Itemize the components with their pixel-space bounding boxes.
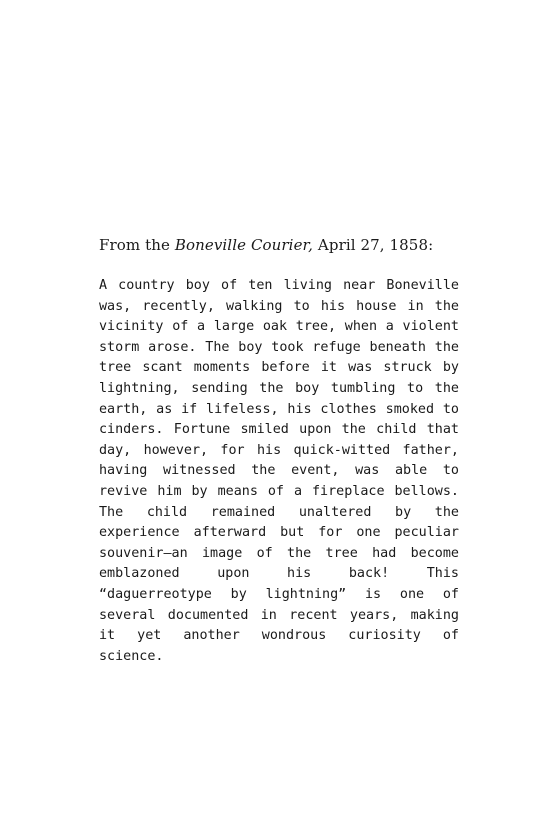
source-prefix: From the: [99, 236, 175, 254]
publication-name: Boneville Courier,: [174, 236, 314, 254]
article-paragraph: A country boy of ten living near Boneville was, recently, walking to his house in the vicinity of a large oak tree, when a violent storm arose. The boy took refuge beneath the tree scant moments before it was struck by lightning, sending the boy tumbling to the earth, as if lifeless, his clothes smoked to cinders. Fortune smiled upon the child that day, however, for his quick-witted father, having witnessed the event, was able to revive him by means of a fireplace bellows. The child remained unaltered by the experience afterward but for one peculiar souvenir—an image of the tree had become emblazoned upon his back! This “daguerreotype by lightning” is one of several documented in recent years, making it yet another wondrous curiosity of science.: [99, 278, 459, 664]
page-content: [99, 234, 459, 667]
source-citation: [99, 234, 459, 256]
source-date: April 27, 1858:: [313, 236, 434, 254]
